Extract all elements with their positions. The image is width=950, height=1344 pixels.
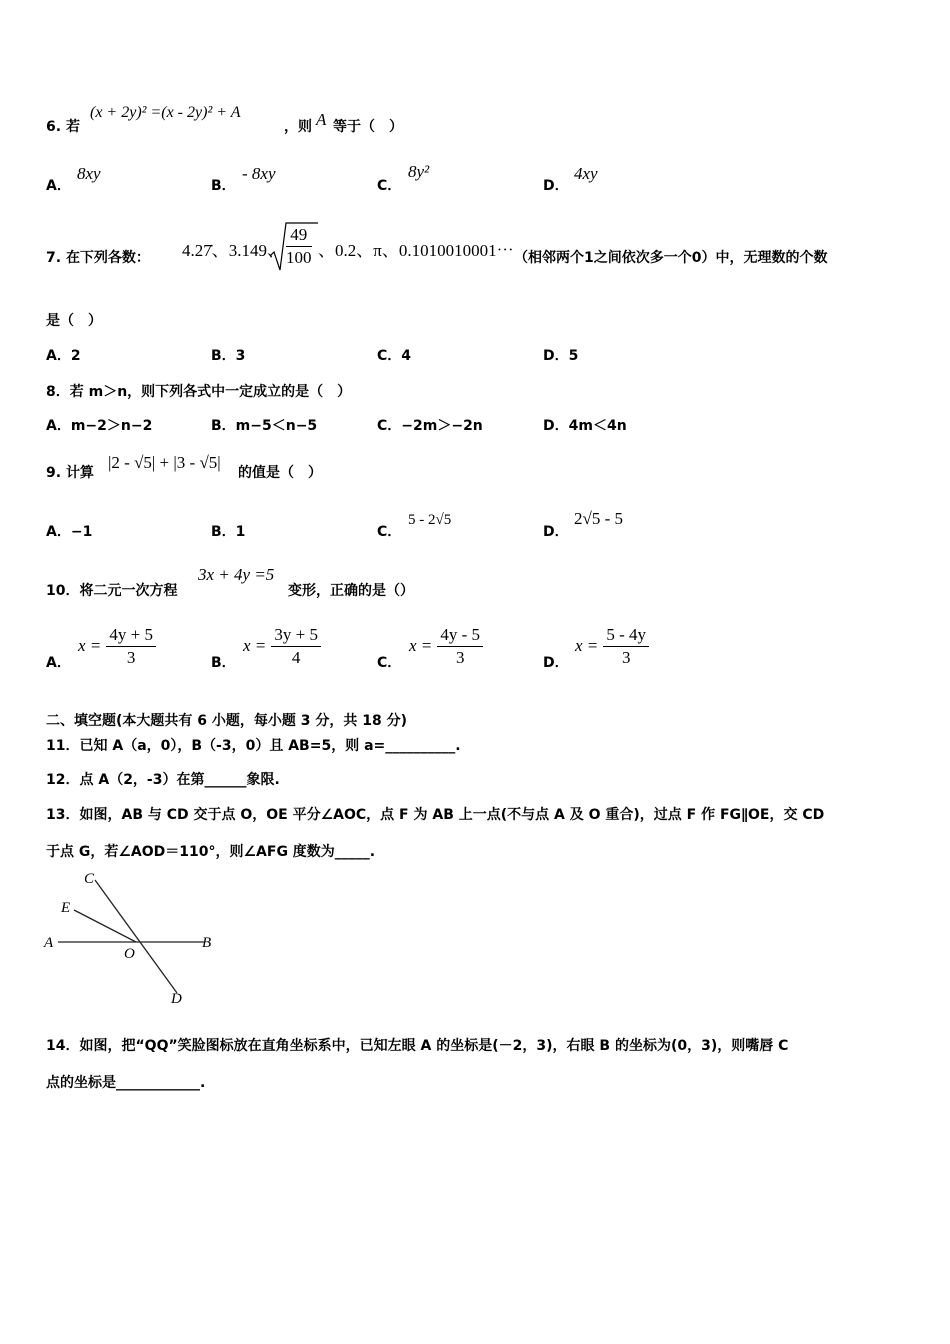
q10-option-a-num: 4y + 5 [106, 624, 156, 647]
q10-option-b-label: B． [211, 655, 236, 671]
q10-option-a-label: A． [46, 655, 71, 671]
q10-option-b [243, 624, 321, 669]
q7-option-b-label: B． [211, 348, 236, 364]
q10-option-c [409, 624, 483, 669]
q7-option-b-value: 3 [235, 348, 246, 364]
q14-line2: 点的坐标是____________. [46, 1075, 206, 1091]
q9-option-c-label: C． [377, 524, 402, 540]
q6-option-b: - 8xy [242, 164, 276, 183]
q10-option-a-den: 3 [126, 648, 136, 667]
q7-option-c-value: 4 [401, 348, 412, 364]
label-a: A [44, 935, 54, 951]
label-d: D [171, 991, 182, 1007]
q7-option-d-value: 5 [568, 348, 579, 364]
label-e: E [61, 900, 71, 916]
q7-option-c [377, 345, 411, 365]
q7-sqrt-denominator: 100 [286, 248, 312, 267]
q10-option-c-label: C． [377, 655, 402, 671]
q10-option-d-den: 3 [621, 648, 631, 667]
q9-formula: |2 - √5| + |3 - √5| [108, 453, 221, 472]
q7-option-d-label: D． [543, 348, 569, 364]
q8-option-c [377, 415, 483, 435]
q6-option-a: 8xy [77, 164, 101, 183]
q8-option-a-value: m−2＞n−2 [70, 418, 153, 434]
q10-formula: 3x + 4y =5 [198, 565, 275, 584]
q6-option-b-label: B． [211, 178, 236, 194]
q6-option-c-label: C． [377, 178, 402, 194]
q10-post: 变形，正确的是（） [288, 583, 414, 599]
q7-option-a-value: 2 [70, 348, 81, 364]
q10-option-b-num: 3y + 5 [271, 624, 321, 647]
q13-figure [40, 866, 230, 1015]
line-cd [95, 880, 177, 993]
q7-post: （相邻两个1之间依次多一个0）中，无理数的个数 [514, 250, 828, 266]
q6-number: 6. [46, 119, 62, 135]
q9-option-b [211, 521, 245, 541]
q10-option-d [575, 624, 649, 669]
q9-post: 的值是（ ） [238, 465, 322, 481]
q9-number: 9. [46, 465, 62, 481]
q8-option-b [211, 415, 317, 435]
q9-option-a [46, 521, 92, 541]
section-heading: 二、填空题(本大题共有 6 小题，每小题 3 分，共 18 分) [46, 713, 408, 729]
q10-option-a-lhs: x = [78, 636, 102, 655]
q6-pre: 若 [65, 119, 80, 135]
q9-option-b-label: B． [211, 524, 236, 540]
q9-option-d: 2√5 - 5 [574, 509, 623, 528]
q10-stem [46, 580, 177, 600]
q13-line1: 13．如图，AB 与 CD 交于点 O，OE 平分∠AOC，点 F 为 AB 上一点(不与点 A 及 O 重合)，过点 F 作 FG∥OE，交 CD [46, 807, 825, 823]
q7-line2: 是（ ） [46, 313, 102, 329]
q13-line2: 于点 G，若∠AOD＝110°，则∠AFG 度数为_____. [46, 844, 376, 860]
q6-option-a-label: A． [46, 178, 71, 194]
q8-option-a [46, 415, 152, 435]
q6-formula: (x + 2y)² =(x - 2y)² + A [90, 104, 241, 121]
q7-option-d [543, 345, 578, 365]
q8-option-d-value: 4m＜4n [568, 418, 627, 434]
q6-stem [46, 116, 80, 136]
q7-stem [46, 247, 150, 267]
q9-option-c: 5 - 2√5 [408, 512, 452, 528]
q10-option-d-lhs: x = [575, 636, 599, 655]
label-b: B [202, 935, 212, 951]
q8-option-b-label: B． [211, 418, 236, 434]
q11-text: 11．已知 A（a，0），B（-3，0）且 AB=5，则 a=__________. [46, 738, 461, 754]
q7-option-c-label: C． [377, 348, 402, 364]
q6-option-d: 4xy [574, 164, 598, 183]
q13-figure-svg [40, 866, 230, 1011]
q9-option-d-label: D． [543, 524, 569, 540]
q10-option-d-label: D． [543, 655, 569, 671]
q8-option-d-label: D． [543, 418, 569, 434]
q7-numbers-b: 、0.2、π、0.1010010001⋯ [318, 241, 514, 260]
q7-numbers-a: 4.27̇、3.149、 [182, 241, 284, 260]
q6-var: A [316, 110, 327, 129]
q8-option-a-label: A． [46, 418, 71, 434]
q6-option-d-label: D． [543, 178, 569, 194]
q8-option-c-label: C． [377, 418, 402, 434]
q7-number: 7. [46, 250, 62, 266]
q10-option-a [78, 624, 156, 669]
label-o: O [124, 946, 135, 962]
q7-sqrt [268, 220, 318, 276]
q8-option-d [543, 415, 627, 435]
q10-option-c-num: 4y - 5 [437, 624, 483, 647]
q7-option-a [46, 345, 81, 365]
q8-stem: 8．若 m＞n，则下列各式中一定成立的是（ ） [46, 384, 352, 400]
q8-option-c-value: −2m＞−2n [401, 418, 483, 434]
q10-option-c-lhs: x = [409, 636, 433, 655]
q9-option-b-value: 1 [235, 524, 246, 540]
label-c: C [84, 871, 95, 887]
q8-option-b-value: m−5＜n−5 [235, 418, 318, 434]
q7-pre: 在下列各数： [65, 250, 150, 266]
q7-option-b [211, 345, 245, 365]
q10-option-c-den: 3 [455, 648, 465, 667]
q10-option-d-num: 5 - 4y [603, 624, 649, 647]
q14-line1: 14．如图，把“QQ”笑脸图标放在直角坐标系中，已知左眼 A 的坐标是(－2，3)，右眼 B 的坐标为(0，3)，则嘴唇 C [46, 1038, 789, 1054]
q9-option-a-value: −1 [70, 524, 93, 540]
q10-option-b-lhs: x = [243, 636, 267, 655]
q12-text: 12．点 A（2，-3）在第______象限. [46, 772, 280, 788]
q9-stem [46, 462, 94, 482]
q6-option-c: 8y² [408, 162, 430, 181]
ray-oe [74, 910, 136, 942]
q9-option-a-label: A． [46, 524, 71, 540]
q9-pre: 计算 [65, 465, 94, 481]
q7-option-a-label: A． [46, 348, 71, 364]
q6-mid: ，则 [284, 119, 312, 135]
q10-pre: 将二元一次方程 [79, 583, 178, 599]
q10-number: 10． [46, 583, 80, 599]
q7-sqrt-numerator: 49 [286, 224, 312, 247]
q6-post: 等于（ ） [333, 119, 403, 135]
q10-option-b-den: 4 [291, 648, 301, 667]
